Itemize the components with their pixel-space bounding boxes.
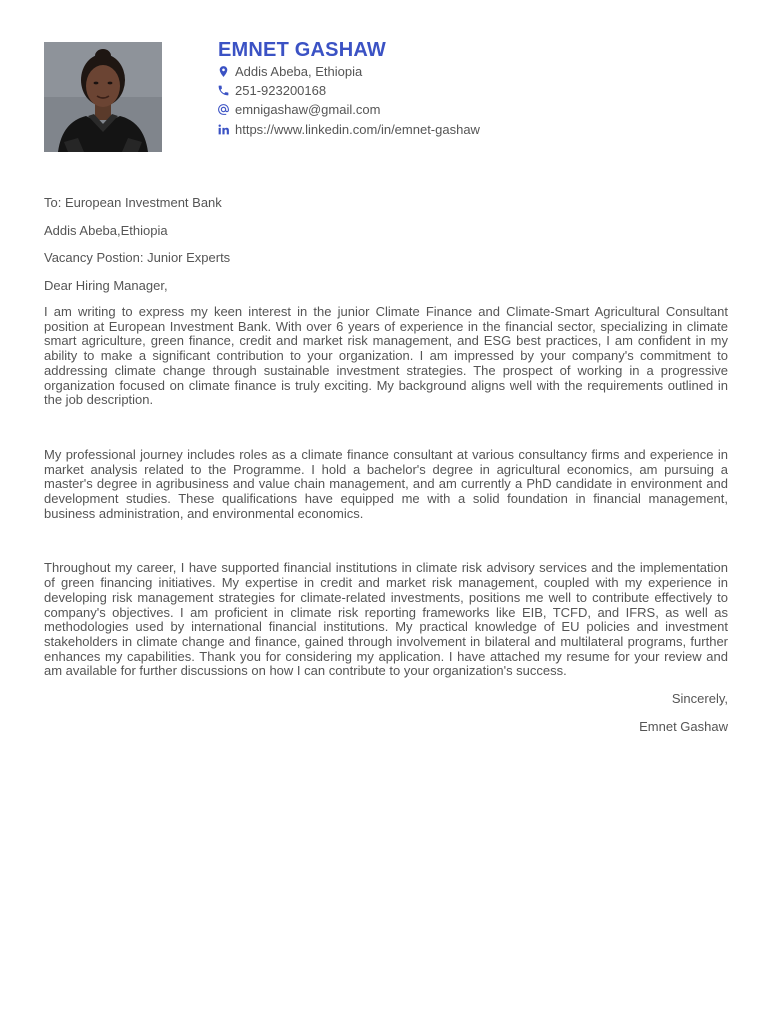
letter-paragraph: My professional journey includes roles as a climate finance consultant at various consultancy firms and experience in market analysis related to the Programme. I hold a bachelor's degree in agricultural economics, am pursuing a master's degree in agribusiness and value chain management, and am currently a PhD candidate in environment and development studies. These qualifications have equipped me with a solid foundation in financial management, business administration, and environmental economics. [44,446,728,521]
phone-icon [216,84,230,98]
map-pin-icon [216,65,230,79]
at-sign-icon [216,103,230,117]
profile-photo [44,42,162,152]
location-text: Addis Abeba, Ethiopia [235,64,363,79]
email-link[interactable]: emnigashaw@gmail.com [235,102,381,117]
linkedin-link[interactable]: https://www.linkedin.com/in/emnet-gashaw [235,122,480,137]
salutation: Dear Hiring Manager, [44,277,168,293]
signature: Emnet Gashaw [639,719,728,735]
letter-paragraph: I am writing to express my keen interest in the junior Climate Finance and Climate-Smart Agricultural Consultant position at European Investment Bank. With over 6 years of experience in the financial sector, specializing in climate smart agriculture, green finance, credit and market risk management, and ESG best practices, I am confident in my ability to make a significant contribution to your organization. I am impressed by your company's commitment to addressing climate change through sustainable investment strategies. The prospect of working in a progressive organization focused on climate finance is truly exciting. My background aligns well with the requirements outlined in the job description. [44,304,728,408]
contact-phone [216,81,736,100]
vacancy-position: Vacancy Postion: Junior Experts [44,250,231,265]
letter-paragraph: Throughout my career, I have supported financial institutions in climate risk advisory services and the implementation of green financing initiatives. My expertise in credit and market risk management, coupled with my experience in developing risk management strategies for climate-related investments, positions me well to contribute effectively to company's objectives. I am proficient in climate risk reporting frameworks like EIB, TCFD, and IFRS, as well as methodologies used by international financial institutions. My practical knowledge of EU policies and investment stakeholders in climate change and finance, gained through involvement in bilateral and multilateral programs, further enhances my capabilities. Thank you for considering my application. I have attached my resume for your review and am available for further discussions on how I can contribute to your organization's success. [44,560,728,679]
profile-photo-image [44,42,162,152]
recipient: To: European Investment Bank [44,195,222,210]
contact-linkedin [216,120,736,139]
contact-email [216,100,736,119]
linkedin-icon [216,123,230,137]
closing: Sincerely, [671,691,728,707]
letter-body [44,195,728,735]
contact-location [216,62,736,81]
recipient-location: Addis Abeba,Ethiopia [44,222,168,238]
contact-header [216,38,736,139]
phone-text: 251-923200168 [235,83,327,98]
candidate-name: EMNET GASHAW [218,39,386,61]
